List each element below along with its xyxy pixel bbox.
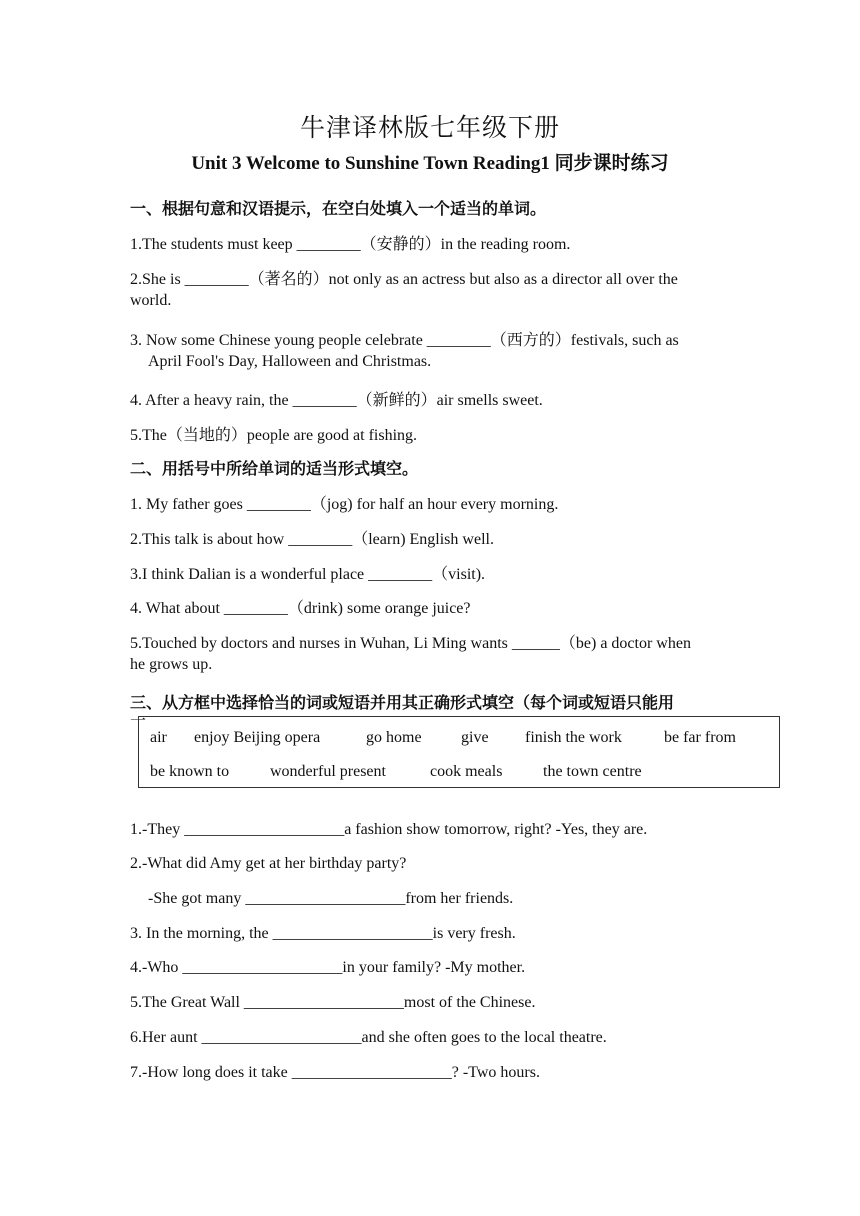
section1-question-4: 4. After a heavy rain, the ________（新鲜的）air smells sweet.	[130, 392, 543, 409]
section3-question-3: 3. In the morning, the ____________________is very fresh.	[130, 925, 516, 942]
section2-question-5-cont: he grows up.	[130, 656, 213, 673]
section3-question-7: 7.-How long does it take ____________________? -Two hours.	[130, 1064, 540, 1081]
section2-question-2: 2.This talk is about how ________（learn) English well.	[130, 531, 494, 548]
word-bank-box	[138, 716, 780, 788]
section2-question-1: 1. My father goes ________（jog) for half an hour every morning.	[130, 496, 559, 513]
word-bank-item: enjoy Beijing opera	[194, 729, 321, 746]
section3-question-2-answer: -She got many ____________________from her friends.	[148, 890, 514, 907]
word-bank-item: be known to	[150, 763, 230, 780]
section3-question-2: 2.-What did Amy get at her birthday party?	[130, 855, 407, 872]
word-bank-item: cook meals	[430, 763, 503, 780]
section1-question-5: 5.The（当地的）people are good at fishing.	[130, 427, 418, 444]
page-subtitle: Unit 3 Welcome to Sunshine Town Reading1 同步课时练习	[191, 153, 669, 174]
section1-question-1: 1.The students must keep ________（安静的）in the reading room.	[130, 236, 571, 253]
section1-question-2-cont: world.	[130, 292, 172, 309]
word-bank-item: air	[150, 729, 167, 746]
section2-question-5: 5.Touched by doctors and nurses in Wuhan, Li Ming wants ______（be) a doctor when	[130, 635, 691, 652]
word-bank-item: the town centre	[543, 763, 642, 780]
section1-heading: 一、根据句意和汉语提示，在空白处填入一个适当的单词。	[130, 199, 547, 218]
section3-question-5: 5.The Great Wall ____________________most of the Chinese.	[130, 994, 536, 1011]
section1-question-3: 3. Now some Chinese young people celebrate ________（西方的）festivals, such as	[130, 332, 679, 349]
section3-question-6: 6.Her aunt ____________________and she often goes to the local theatre.	[130, 1029, 607, 1046]
section1-question-3-cont: April Fool's Day, Halloween and Christmas.	[148, 353, 432, 370]
word-bank-item: finish the work	[525, 729, 622, 746]
section3-heading: 三、从方框中选择恰当的词或短语并用其正确形式填空（每个词或短语只能用	[130, 693, 675, 712]
section3-question-4: 4.-Who ____________________in your family? -My mother.	[130, 959, 526, 976]
word-bank-item: wonderful present	[270, 763, 386, 780]
section3-question-1: 1.-They ____________________a fashion show tomorrow, right? -Yes, they are.	[130, 821, 648, 838]
section3-heading-overflow: 一	[130, 711, 147, 730]
section2-question-3: 3.I think Dalian is a wonderful place ________（visit).	[130, 566, 486, 583]
word-bank-item: give	[461, 729, 489, 746]
word-bank-item: be far from	[664, 729, 736, 746]
section2-heading: 二、用括号中所给单词的适当形式填空。	[130, 459, 419, 478]
word-bank-item: go home	[366, 729, 422, 746]
section1-question-2: 2.She is ________（著名的）not only as an actress but also as a director all over the	[130, 271, 678, 288]
section2-question-4: 4. What about ________（drink) some orange juice?	[130, 600, 471, 617]
page-title: 牛津译林版七年级下册	[299, 113, 560, 142]
